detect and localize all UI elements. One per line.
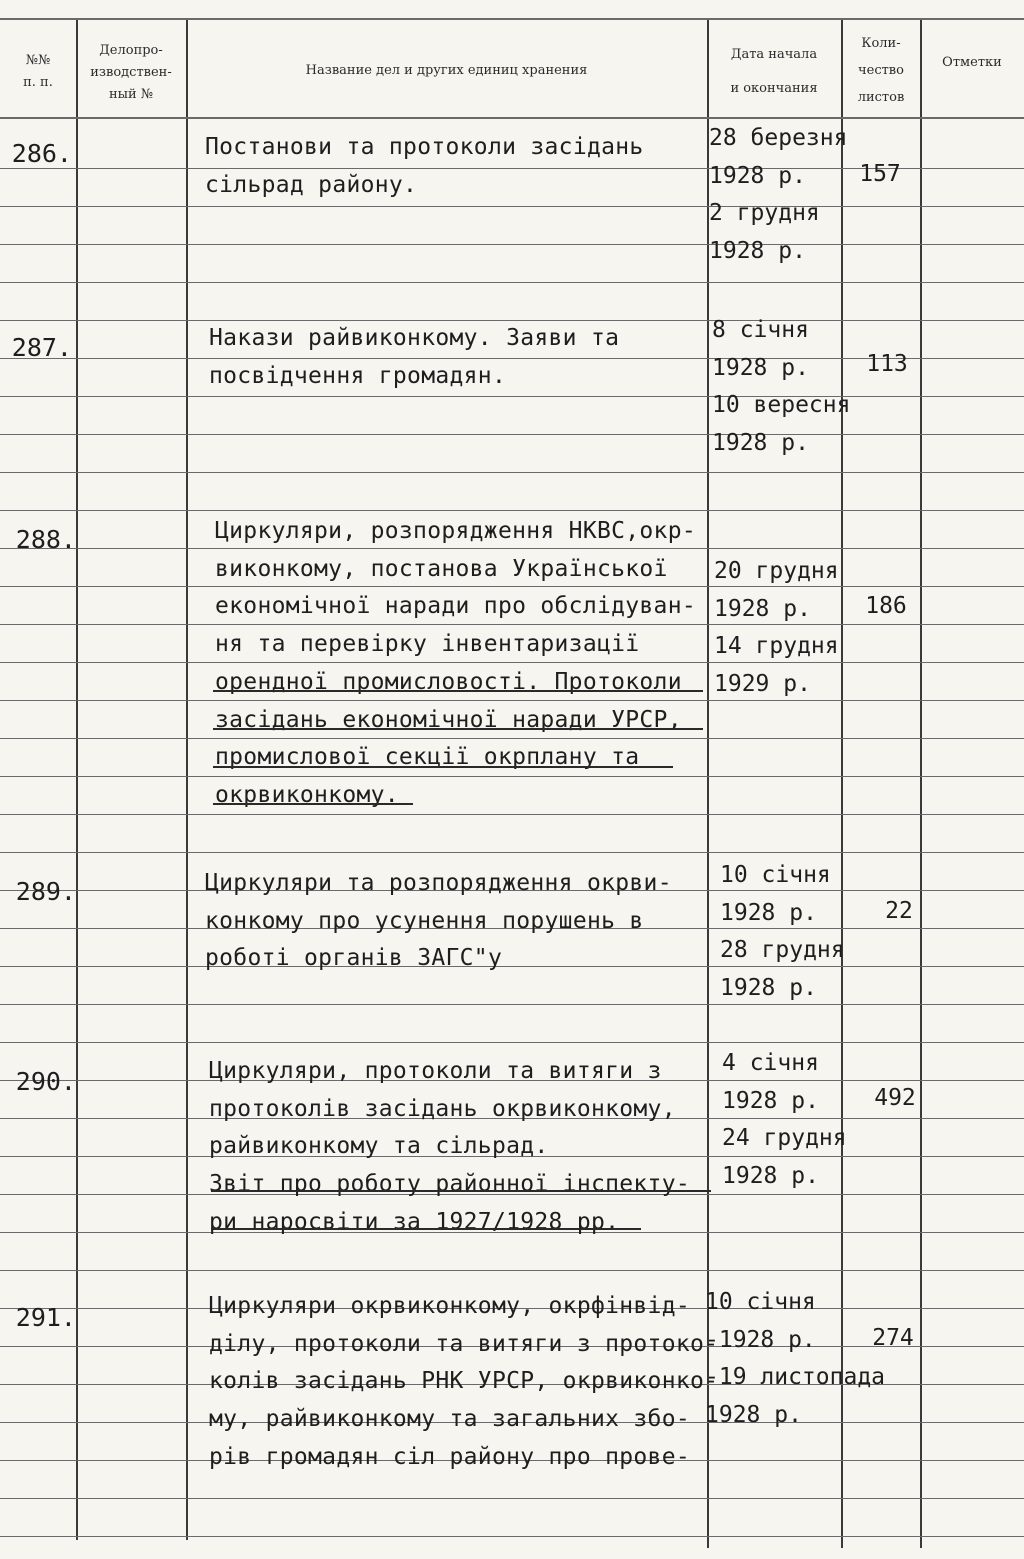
entry-dates: 28 березня 1928 р. 2 грудня 1928 р. [709, 125, 848, 264]
ruled-line [0, 852, 1024, 853]
ruled-line [0, 472, 1024, 473]
entry-sheet-count: 113 [866, 351, 908, 377]
entry-title: Накази райвиконкому. Заяви та посвідчення громадян. [209, 325, 620, 389]
ruled-line [0, 1270, 1024, 1271]
entry-sheet-count: 274 [872, 1325, 914, 1351]
column-divider [186, 20, 188, 1540]
entry-title: Циркуляри, протоколи та витяги з протоколів засідань окрвиконкому, райвиконкому та сільрад. Звіт про роботу районної інспекту- ри наросвіти за 1927/1928 рр. [209, 1058, 691, 1235]
ruled-line [0, 282, 1024, 283]
entry-title: Постанови та протоколи засідань сільрад району. [205, 134, 644, 198]
ruled-line [0, 18, 1024, 20]
ruled-line [0, 1004, 1024, 1005]
header-notes: Отметки [942, 55, 1002, 70]
entry-title: Циркуляри та розпорядження окрви- конкому про усунення порушень в роботі органів ЗАГС"у [205, 870, 672, 972]
header-office-number: Делопро- изводствен- ный № [90, 43, 172, 102]
strikethrough-line [211, 1228, 641, 1230]
ruled-line [0, 244, 1024, 245]
ruled-line [0, 1498, 1024, 1499]
entry-dates: 4 січня 1928 р. 24 грудня 1928 р. [722, 1050, 847, 1189]
header-dates: Дата начала и окончания [730, 47, 818, 96]
strikethrough-line [213, 728, 703, 730]
header-number: №№ п. п. [23, 53, 53, 90]
ruled-line [0, 1042, 1024, 1043]
strikethrough-line [213, 690, 703, 692]
entry-sheet-count: 157 [859, 161, 901, 187]
ruled-line [0, 510, 1024, 511]
strikethrough-line [213, 803, 413, 805]
entry-number: 291. [15, 1303, 76, 1332]
header-sheets: Коли- чество листов [857, 36, 905, 105]
ruled-line [0, 434, 1024, 435]
column-divider [76, 20, 78, 1540]
entry-number: 290. [15, 1067, 76, 1096]
entry-number: 286. [11, 139, 72, 168]
ruled-line [0, 1536, 1024, 1537]
entry-sheet-count: 186 [865, 593, 907, 619]
entry-dates: 10 січня -1928 р. -19 листопада 1928 р. [705, 1289, 886, 1428]
entry-number: 288. [15, 525, 76, 554]
strikethrough-line [213, 766, 673, 768]
entry-title: Циркуляри окрвиконкому, окрфінвід- ділу, протоколи та витяги з протоко- колів засідань РНК УРСР, окрвиконко- му, райвиконкому та загальних збо- рів громадян сіл району про прове- [209, 1293, 719, 1470]
ruled-line [0, 396, 1024, 397]
entry-number: 289. [15, 877, 76, 906]
entry-sheet-count: 492 [874, 1085, 916, 1111]
entry-number: 287. [11, 333, 72, 362]
entry-dates: 10 січня 1928 р. 28 грудня 1928 р. [720, 862, 845, 1001]
ruled-line [0, 117, 1024, 119]
entry-dates: 20 грудня 1928 р. 14 грудня 1929 р. [714, 558, 839, 697]
entry-title: Циркуляри, розпорядження НКВС,окр- виконкому, постанова Української економічної наради про обслідуван- ня та перевірку інвентаризації орендної промисловості. Протоколи засідань економічної наради УРСР, промислової секції окрплану та окрвиконкому. [215, 518, 697, 808]
header-title: Название дел и других единиц хранения [305, 63, 588, 78]
column-divider [920, 18, 922, 1548]
ruled-line [0, 206, 1024, 207]
entry-sheet-count: 22 [885, 898, 913, 924]
strikethrough-line [211, 1190, 711, 1192]
entry-dates: 8 січня 1928 р. 10 вересня 1928 р. [712, 317, 851, 456]
